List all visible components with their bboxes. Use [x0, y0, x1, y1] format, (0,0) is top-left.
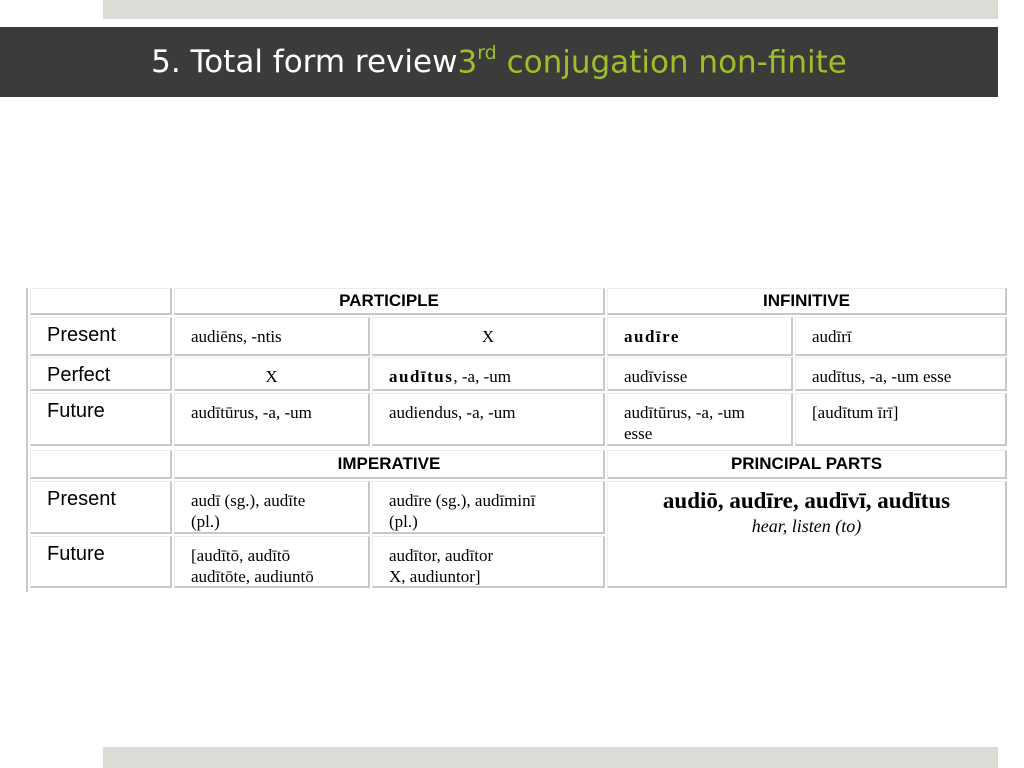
infinitive-header: INFINITIVE	[607, 288, 1007, 315]
title-prefix: 5. Total form review	[151, 44, 458, 80]
imperative-present-passive-line1: audīre (sg.), audīminī	[389, 491, 536, 510]
future-participle-passive: audiendus, -a, -um	[372, 393, 605, 446]
row-label-future: Future	[30, 393, 172, 446]
perfect-participle-passive	[372, 357, 605, 391]
present-infinitive-passive: audīrī	[795, 317, 1007, 356]
principal-parts-header: PRINCIPAL PARTS	[607, 450, 1007, 479]
imperative-present-active	[174, 481, 370, 534]
principal-parts-gloss: hear, listen (to)	[751, 516, 862, 536]
future-participle-active: audītūrus, -a, -um	[174, 393, 370, 446]
corner-cell-2	[30, 450, 172, 479]
future-infinitive-active	[607, 393, 793, 446]
imperative-future-active-line2: audītōte, audiuntō	[191, 567, 314, 586]
future-infinitive-passive: [audītum īrī]	[795, 393, 1007, 446]
imperative-label-present: Present	[30, 481, 172, 534]
participle-header: PARTICIPLE	[174, 288, 605, 315]
bottom-decor-band	[103, 747, 998, 768]
perfect-participle-active: X	[174, 357, 370, 391]
present-infinitive-active: audīre	[607, 317, 793, 356]
principal-parts-cell	[607, 481, 1007, 588]
title-ordinal: rd	[477, 41, 497, 64]
perfect-participle-bold: audītus	[389, 367, 454, 386]
imperative-header: IMPERATIVE	[174, 450, 605, 479]
imperative-present-passive-line2: (pl.)	[389, 512, 418, 531]
present-participle-passive: X	[372, 317, 605, 356]
title-number: 3	[457, 44, 478, 81]
table-left-rule	[26, 288, 28, 592]
principal-parts-forms: audiō, audīre, audīvī, audītus	[662, 488, 951, 513]
corner-cell-1	[30, 288, 172, 315]
imperative-future-passive	[372, 536, 605, 588]
title-accent	[457, 41, 847, 81]
imperative-present-active-line1: audī (sg.), audīte	[191, 491, 306, 510]
present-participle-active: audiēns, -ntis	[174, 317, 370, 356]
imperative-future-passive-line2: X, audiuntor]	[389, 567, 481, 586]
future-infinitive-line2: esse	[624, 424, 653, 443]
slide-title	[0, 27, 998, 97]
title-suffix: conjugation non-finite	[496, 44, 847, 81]
row-label-present: Present	[30, 317, 172, 356]
imperative-present-passive	[372, 481, 605, 534]
top-decor-band	[103, 0, 998, 19]
perfect-infinitive-passive: audītus, -a, -um esse	[795, 357, 1007, 391]
row-label-perfect: Perfect	[30, 357, 172, 391]
imperative-future-active-line1: [audītō, audītō	[191, 546, 291, 565]
imperative-future-passive-line1: audītor, audītor	[389, 546, 494, 565]
imperative-future-active	[174, 536, 370, 588]
future-infinitive-line1: audītūrus, -a, -um	[624, 403, 745, 422]
imperative-present-active-line2: (pl.)	[191, 512, 220, 531]
perfect-participle-rest: , -a, -um	[453, 367, 511, 386]
perfect-infinitive-active: audīvisse	[607, 357, 793, 391]
imperative-label-future: Future	[30, 536, 172, 588]
